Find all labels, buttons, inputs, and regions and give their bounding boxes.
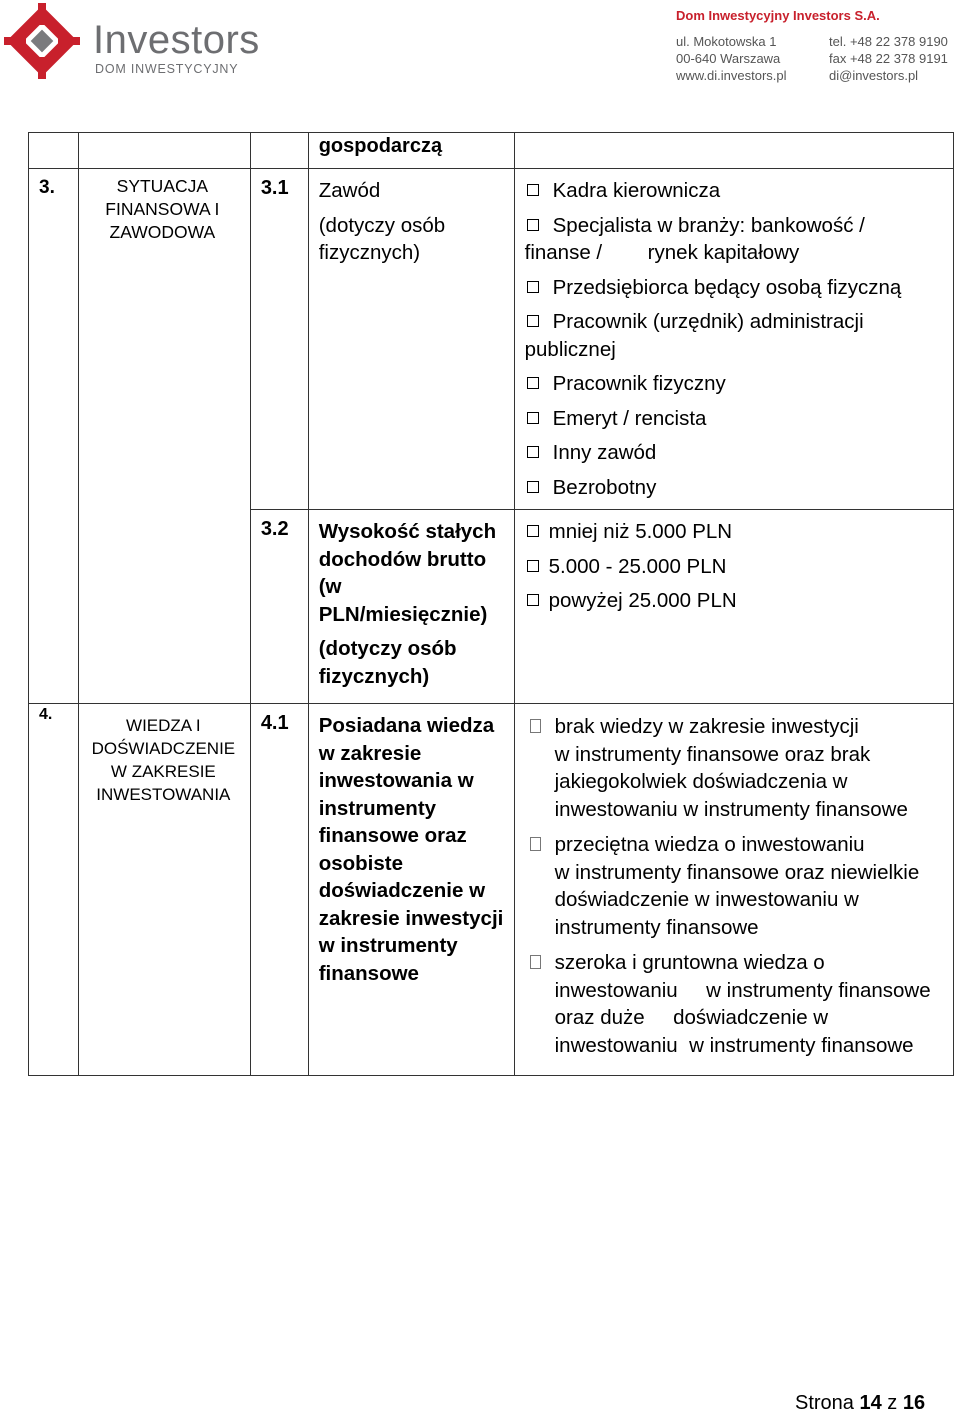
checkbox-icon[interactable]: [530, 955, 541, 969]
question-title: Wysokość stałych dochodów brutto (w PLN/miesięcznie): [318, 520, 497, 626]
question-note: (dotyczy osób fizycznych): [318, 213, 446, 264]
section-number: 4.: [39, 706, 53, 723]
checkbox-icon[interactable]: [527, 446, 539, 458]
question-number: 3.1: [260, 177, 289, 199]
checkbox-icon[interactable]: [527, 412, 539, 424]
checkbox-icon[interactable]: [527, 219, 539, 231]
option-szeroka-wiedza[interactable]: szeroka i gruntowna wiedza o inwestowaniu w instrumenty finansowe oraz duże doświadczenie w inwestowaniu w instrumenty finansowe: [528, 949, 947, 1059]
page-number: Strona 14 z 16: [795, 1392, 926, 1414]
company-name: Dom Inwestycyjny Investors S.A.: [676, 8, 880, 23]
table-row: [29, 704, 954, 1076]
option-bezrobotny[interactable]: Bezrobotny: [525, 474, 947, 502]
section-title-text: SYTUACJA FINANSOWA I ZAWODOWA: [105, 176, 220, 242]
question-number: 3.2: [260, 518, 289, 540]
checkbox-icon[interactable]: [527, 481, 539, 493]
checkbox-icon[interactable]: [527, 377, 539, 389]
brand-subtitle: DOM INWESTYCYJNY: [95, 62, 239, 76]
question-label: [309, 169, 514, 280]
option-przedsiebiorca[interactable]: Przedsiębiorca będący osobą fizyczną: [525, 274, 947, 302]
questionnaire-table: [28, 132, 954, 1076]
checkbox-icon[interactable]: [527, 281, 539, 293]
question-label: [309, 510, 514, 703]
previous-label-end: gospodarczą: [318, 135, 443, 157]
section-title-text: WIEDZA I DOŚWIADCZENIE W ZAKRESIE INWESTOWANIA: [91, 716, 236, 804]
option-przecietna-wiedza[interactable]: przeciętna wiedza o inwestowaniu w instrumenty finansowe oraz niewielkie doświadczenie w inwestowaniu w instrumenty finansowe: [528, 831, 947, 941]
section-title: [79, 704, 250, 806]
option-kadra[interactable]: Kadra kierownicza: [525, 177, 947, 205]
checkbox-icon[interactable]: [530, 837, 541, 851]
question-title: Posiadana wiedza w zakresie inwestowania w instrumenty finansowe oraz osobiste doświadczenie w zakresie inwestycji w instrumenty finansowe: [318, 714, 504, 985]
option-above-25000[interactable]: powyżej 25.000 PLN: [525, 587, 947, 615]
checkbox-icon[interactable]: [530, 719, 541, 733]
answer-options: [515, 704, 953, 1075]
website-link[interactable]: www.di.investors.pl: [676, 68, 787, 83]
question-title: Zawód: [318, 179, 381, 202]
question-label: [309, 704, 514, 1000]
email-link[interactable]: di@investors.pl: [829, 68, 919, 83]
question-note: (dotyczy osób fizycznych): [318, 637, 457, 688]
option-urzednik[interactable]: Pracownik (urzędnik) administracji: [525, 308, 947, 336]
checkbox-icon[interactable]: [527, 184, 539, 196]
section-title: [79, 169, 250, 244]
option-5000-25000[interactable]: 5.000 - 25.000 PLN: [525, 553, 947, 581]
company-contact: tel. +48 22 378 9190 fax +48 22 378 9191 di@investors.pl: [829, 34, 948, 83]
answer-options: [515, 510, 953, 630]
checkbox-icon[interactable]: [527, 525, 539, 537]
option-pracownik-fizyczny[interactable]: Pracownik fizyczny: [525, 370, 947, 398]
answer-options: Kadra kierownicza Specjalista w branży: bankowość / finanse / rynek kapitałowy Przedsiębiorca będący osobą fizyczną Pracownik (urzędnik) administracji publicznej Pracownik fizyczny Emeryt / rencista Inny zawód Bezrobotny: [515, 169, 953, 509]
option-brak-wiedzy[interactable]: brak wiedzy w zakresie inwestycji w instrumenty finansowe oraz brak jakiegokolwiek doświadczenia w inwestowaniu w instrumenty finansowe: [528, 713, 947, 823]
checkbox-icon[interactable]: [527, 560, 539, 572]
section-number: 3.: [39, 177, 55, 198]
option-emeryt[interactable]: Emeryt / rencista: [525, 405, 947, 433]
table-row: [29, 133, 954, 169]
question-number: 4.1: [260, 712, 289, 734]
investors-logo-icon: [3, 2, 81, 80]
brand-name: Investors: [93, 18, 260, 62]
checkbox-icon[interactable]: [527, 594, 539, 606]
option-inny[interactable]: Inny zawód: [525, 439, 947, 467]
checkbox-icon[interactable]: [527, 315, 539, 327]
option-specjalista[interactable]: Specjalista w branży: bankowość /: [525, 212, 947, 240]
company-address: ul. Mokotowska 1 00-640 Warszawa www.di.investors.pl: [676, 34, 787, 83]
table-row: [29, 169, 954, 510]
option-below-5000[interactable]: mniej niż 5.000 PLN: [525, 518, 947, 546]
